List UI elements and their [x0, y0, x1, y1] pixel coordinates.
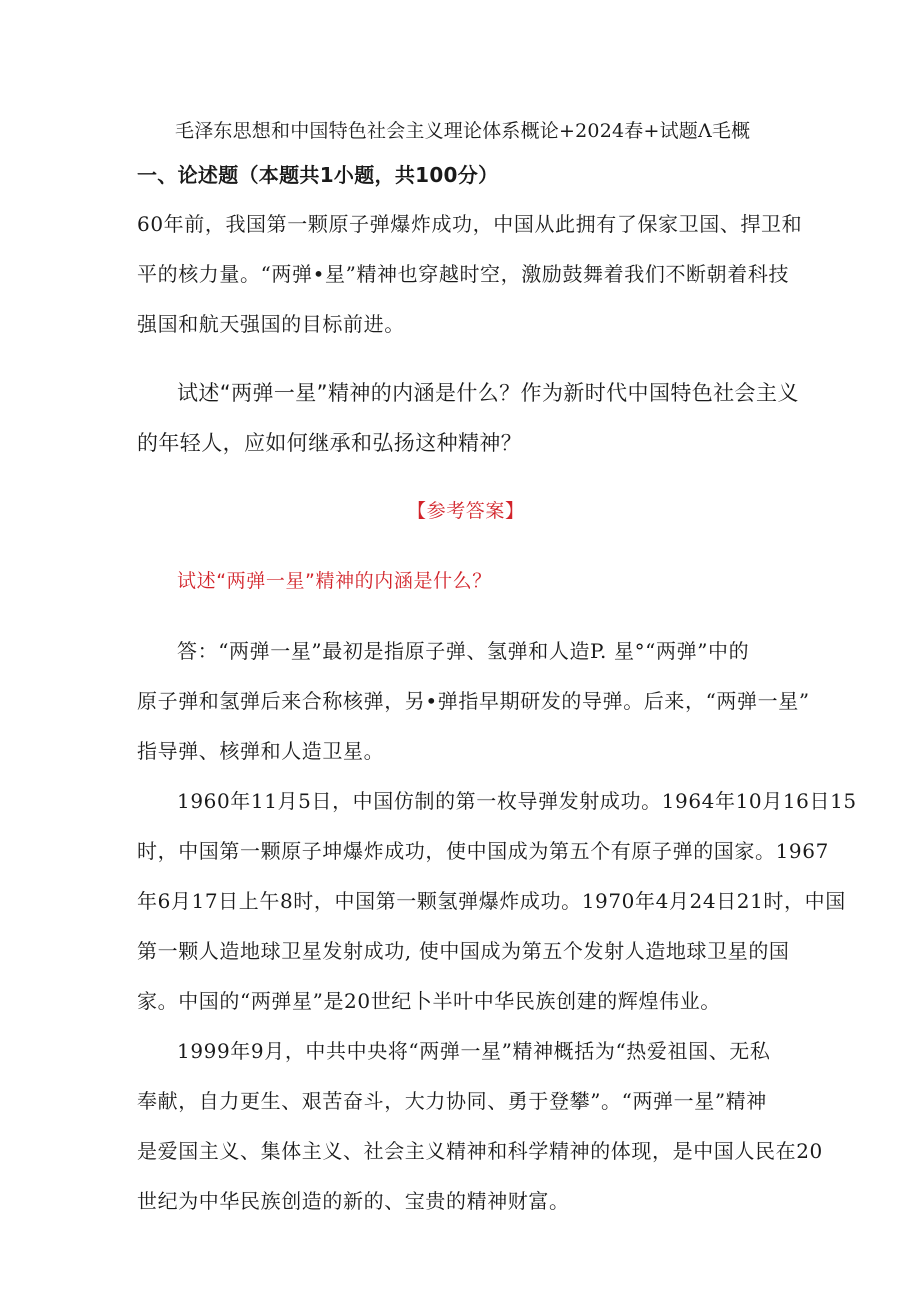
answer-p3-line-4: 世纪为中华民族创造的新的、宝贵的精神财富。 — [137, 1189, 570, 1213]
answer-p2-line-5: 家。中国的“两弹星”是20世纪卜半叶中华民族创建的辉煌伟业。 — [137, 989, 721, 1013]
section-heading: 一、论述题（本题共1小题，共100分） — [137, 163, 499, 187]
answer-p1-line-1: 答：“两弹一星”最初是指原子弹、氢弹和人造P. 星°“两弹”中的 — [177, 639, 750, 663]
answer-p1-line-2: 原子弹和氢弹后来合称核弹，另•弹指早期研发的导弹。后来，“两弹一星” — [137, 689, 810, 713]
answer-label: 【参考答案】 — [407, 500, 525, 522]
answer-subquestion: 试述“两弹一星”精神的内涵是什么？ — [177, 570, 492, 592]
question-line-2: 的年轻人，应如何继承和弘扬这种精神？ — [137, 431, 523, 455]
answer-p1-line-3: 指导弹、核弹和人造卫星。 — [137, 739, 385, 763]
answer-p3-line-2: 奉献，自力更生、艰苦奋斗，大力协同、勇于登攀”。“两弹一星”精神 — [137, 1089, 767, 1113]
document-title: 毛泽东思想和中国特色社会主义理论体系概论+2024春+试题Λ毛概 — [175, 120, 751, 142]
answer-p2-line-1: 1960年11月5日，中国仿制的第一枚导弹发射成功。1964年10月16日15 — [177, 789, 857, 813]
answer-p3-line-1: 1999年9月，中共中央将“两弹一星”精神概括为“热爱祖国、无私 — [177, 1039, 771, 1063]
answer-p2-line-4: 第一颗人造地球卫星发射成功, 使中国成为第五个发射人造地球卫星的国 — [137, 939, 790, 963]
question-line-1: 试述“两弹一星”精神的内涵是什么？作为新时代中国特色社会主义 — [177, 381, 799, 405]
answer-p3-line-3: 是爱国主义、集体主义、社会主义精神和科学精神的体现，是中国人民在20 — [137, 1139, 823, 1163]
intro-line-3: 强国和航天强国的目标前进。 — [137, 312, 405, 336]
answer-p2-line-3: 年6月17日上午8时，中国第一颗氢弹爆炸成功。1970年4月24日21时，中国 — [137, 889, 846, 913]
intro-line-1: 60年前，我国第一颗原子弹爆炸成功，中国从此拥有了保家卫国、捍卫和 — [137, 212, 803, 236]
answer-p2-line-2: 时，中国第一颗原子坤爆炸成功，使中国成为第五个有原子弹的国家。1967 — [137, 839, 829, 863]
intro-line-2: 平的核力量。“两弹•星”精神也穿越时空，激励鼓舞着我们不断朝着科技 — [137, 262, 790, 286]
